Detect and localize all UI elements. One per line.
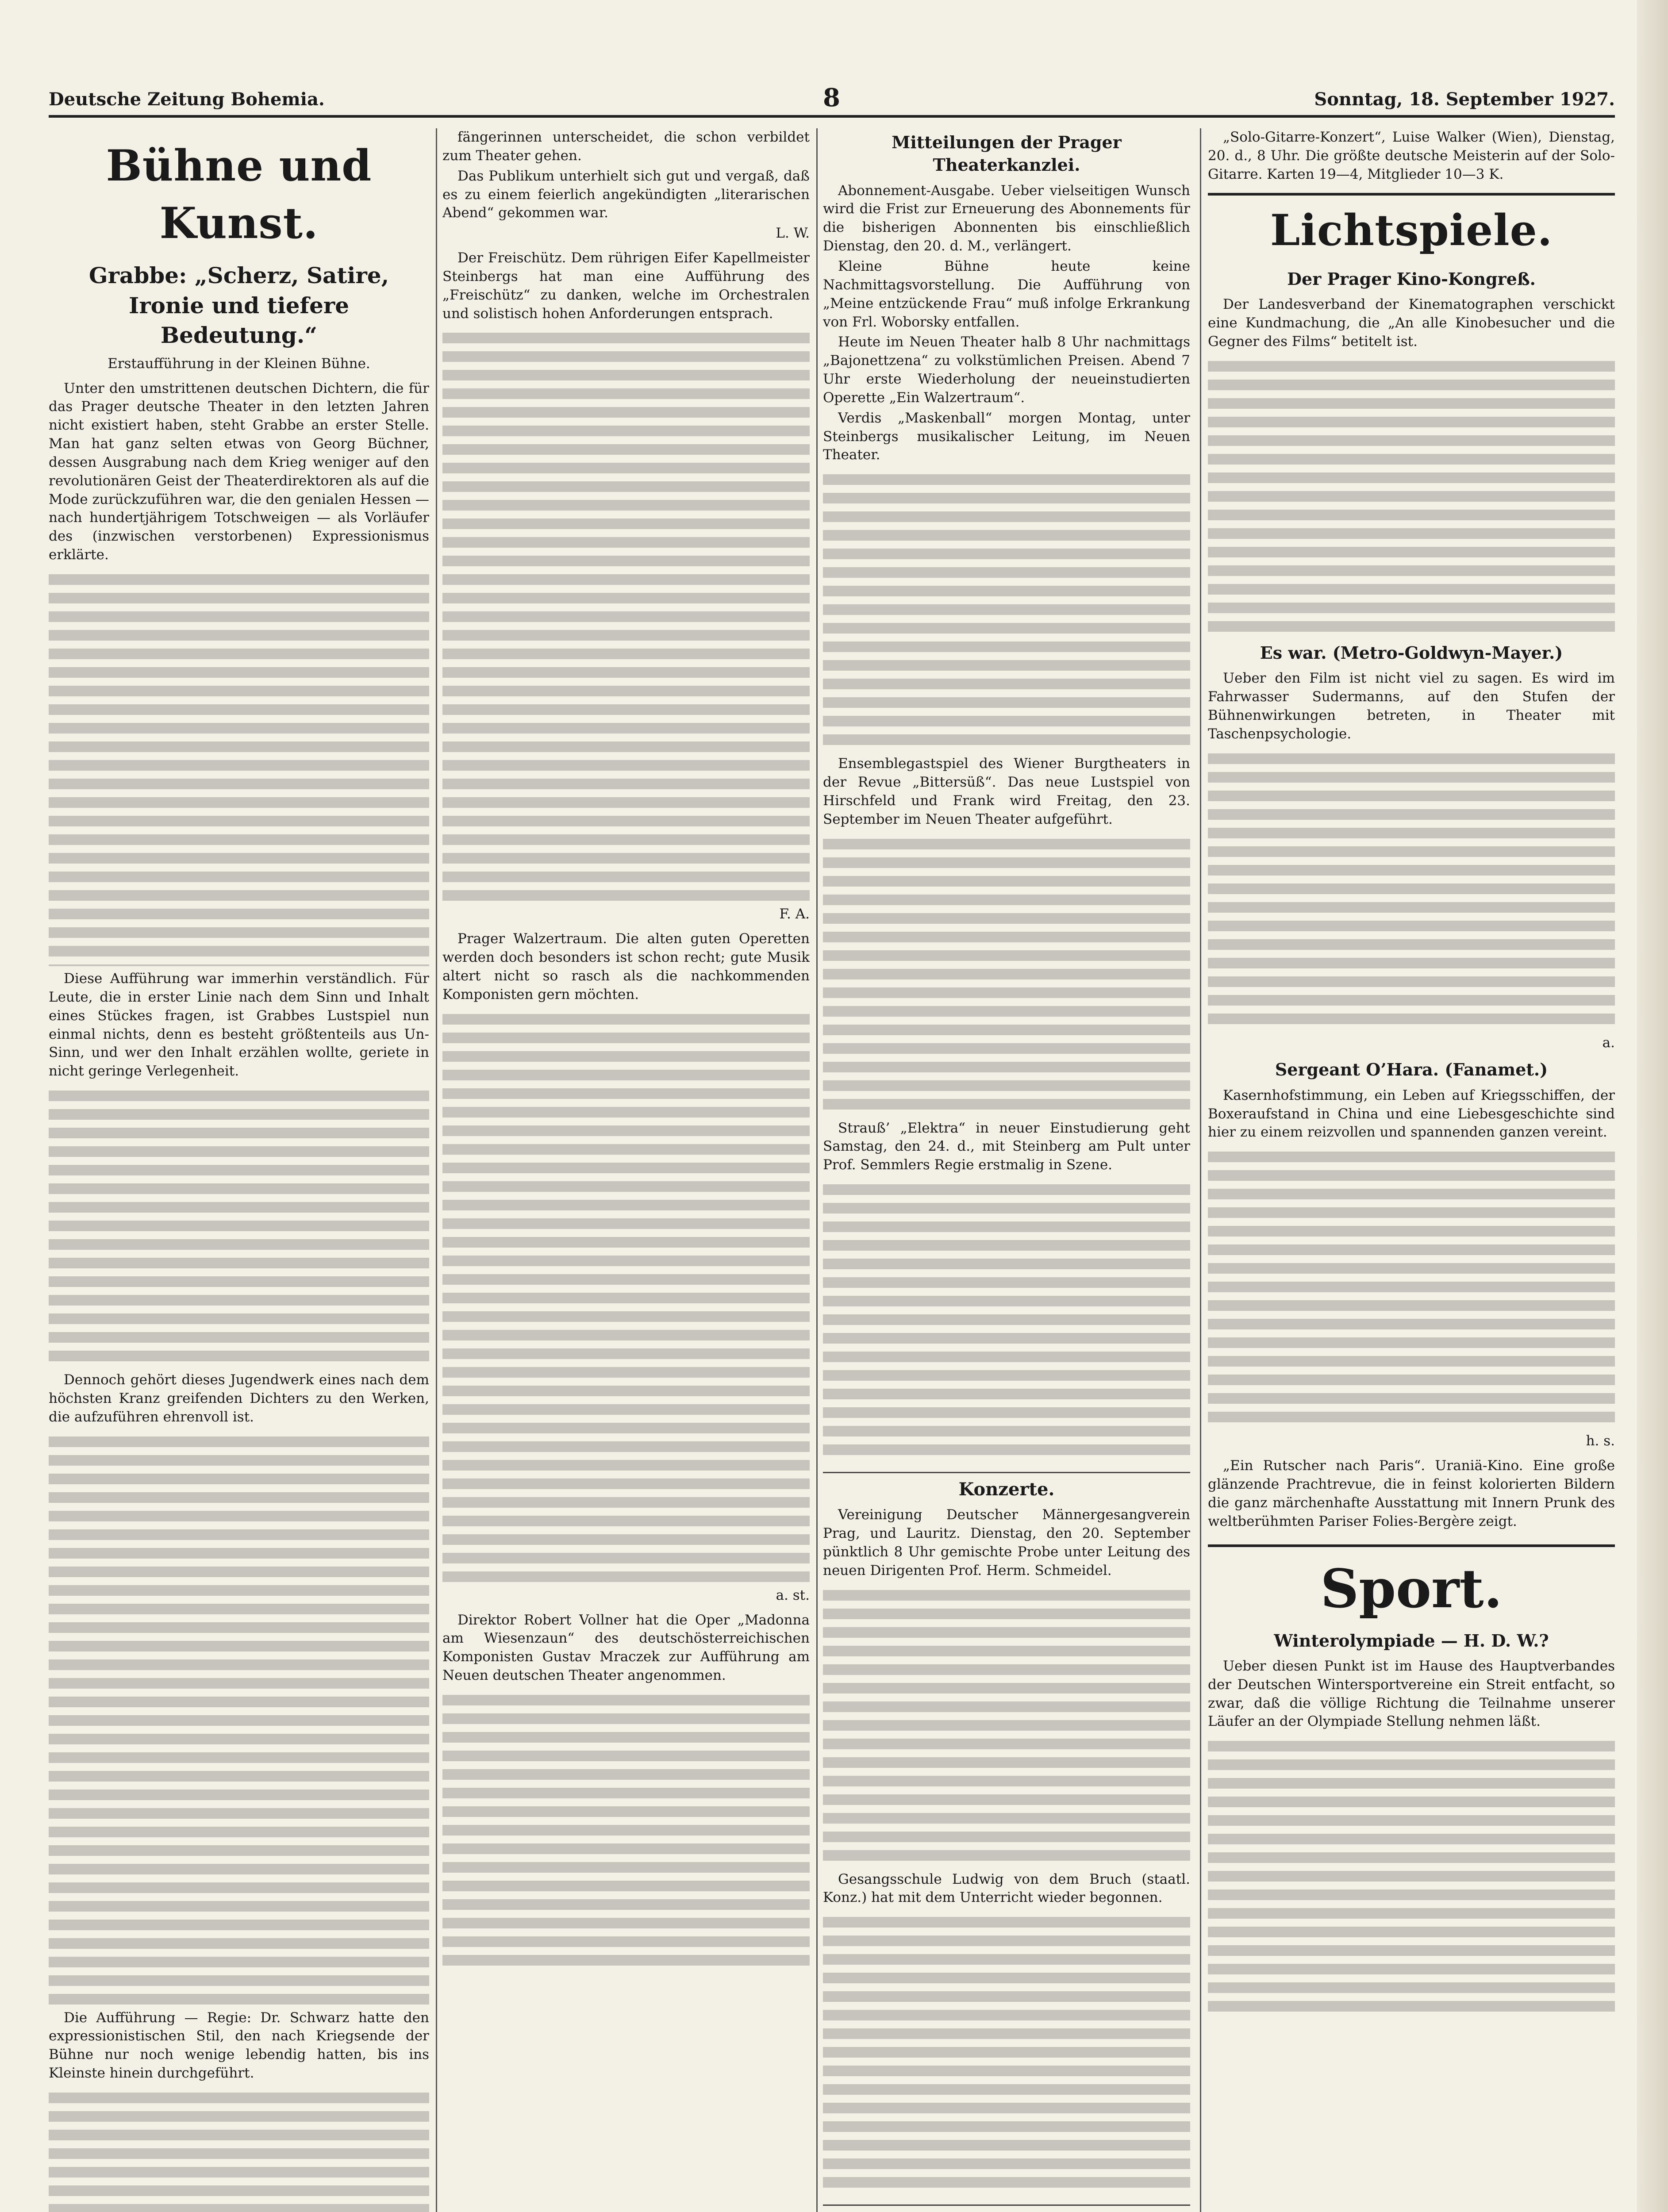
theater-notices-title: Mitteilungen der Prager Theaterkanzlei. — [892, 132, 1122, 175]
text-block — [1208, 747, 1615, 1030]
article-title: Winterolympiade — H. D. W.? — [1274, 1630, 1549, 1651]
film-title: Sergeant O’Hara. (Fanamet.) — [1275, 1060, 1548, 1080]
paragraph: Unter den umstrittenen deutschen Dichtern, die für das Prager deutsche Theater in den letzten Jahren nicht existiert haben, steht Grabbe an erster Stelle. Man hat ganz selten etwas von Georg Büchner, dessen Ausgrabung nach dem Krieg weniger auf den revolutionären Geist der Theaterdirektoren als auf die Mode zurückzuführen war, die den genialen Hessen — nach hundertjährigem Totschweigen — als Vorläufer des (inzwischen verstorbenen) Expressionismus erklärte. — [49, 380, 429, 563]
author-signature: a. — [1602, 1034, 1615, 1051]
text-block — [823, 1911, 1190, 2194]
paragraph: „Ein Rutscher nach Paris“. Uraniä-Kino. Eine große glänzende Prachtrevue, die in feinst kolorierten Bildern die ganz märchenhafte Ausstattung mit Innern Prunk des weltberühmten Pariser Folies-Bergère zeigt. — [1208, 1458, 1615, 1529]
column-rule — [816, 128, 818, 2212]
text-block — [1208, 1145, 1615, 1429]
author-signature: h. s. — [1586, 1433, 1615, 1449]
newspaper-name: Deutsche Zeitung Bohemia. — [49, 89, 325, 110]
paragraph: Die Aufführung — Regie: Dr. Schwarz hatte den expressionistischen Stil, den nach Kriegsende der Bühne nur noch wenige lebendig hatten, bis ins Kleinste hinein durchgeführt. — [49, 2009, 429, 2081]
column-4 — [1208, 128, 1615, 2212]
column-3 — [823, 128, 1190, 2212]
author-signature: F. A. — [779, 906, 810, 922]
paragraph: Verdis „Maskenball“ morgen Montag, unter Steinbergs musikalischer Leitung, im Neuen Theater. — [823, 410, 1190, 463]
text-block — [442, 1689, 810, 1972]
page-header — [49, 84, 1615, 118]
column-rule — [1200, 128, 1201, 2212]
sport-section-title: Sport. — [1208, 1544, 1615, 1625]
paragraph: fängerinnen unterscheidet, die schon verbildet zum Theater gehen. — [442, 129, 810, 164]
column-2 — [442, 128, 810, 2212]
paragraph: Abonnement-Ausgabe. Ueber vielseitigen Wunsch wird die Frist zur Erneuerung des Abonnements für die bisherigen Abonnenten bis einschließlich Dienstag, den 20. d. M., verlängert. — [823, 182, 1190, 254]
text-block — [823, 468, 1190, 751]
film-title: Es war. (Metro-Goldwyn-Mayer.) — [1260, 642, 1563, 663]
paragraph: Strauß’ „Elektra“ in neuer Einstudierung geht Samstag, den 24. d., mit Steinberg am Pult unter Prof. Semmlers Regie erstmalig in Szene. — [823, 1120, 1190, 1173]
concerts-heading: Konzerte. — [823, 1472, 1190, 1502]
article-subtitle: Erstaufführung in der Kleinen Bühne. — [108, 355, 370, 372]
paragraph: Vereinigung Deutscher Männergesangverein Prag, und Lauritz. Dienstag, den 20. September pünktlich 8 Uhr gemischte Probe unter Leitung des neuen Dirigenten Prof. Herm. Schmeidel. — [823, 1507, 1190, 1578]
text-block — [1208, 1735, 1615, 2018]
paragraph: Kasernhofstimmung, ein Leben auf Kriegsschiffen, der Boxeraufstand in China und eine Liebesgeschichte sind hier zu einem reizvollen und spannenden ganzen vereint. — [1208, 1087, 1615, 1141]
text-block — [823, 833, 1190, 1116]
author-signature: a. st. — [776, 1587, 810, 1603]
author-signature: L. W. — [776, 225, 810, 242]
paragraph: Dennoch gehört dieses Jugendwerk eines nach dem höchsten Kranz greifenden Dichters zu den Werken, die aufzuführen ehrenvoll ist. — [49, 1372, 429, 1425]
paragraph: Der Landesverband der Kinematographen verschickt eine Kundmachung, die „An alle Kinobesucher und die Gegner des Films“ betitelt ist. — [1208, 296, 1615, 350]
column-rule — [436, 128, 437, 2212]
text-block — [49, 1084, 429, 1367]
text-block — [823, 1584, 1190, 1867]
page-number: 8 — [823, 83, 840, 112]
page-edge — [1637, 0, 1668, 2212]
article-title: Grabbe: „Scherz, Satire, Ironie und tiefere Bedeutung.“ — [88, 262, 389, 349]
article-title: Der Prager Kino-Kongreß. — [1287, 269, 1536, 289]
paragraph: Direktor Robert Vollner hat die Oper „Madonna am Wiesenzaun“ des deutschösterreichischen Komponisten Gustav Mraczek zur Aufführung am Neuen deutschen Theater angenommen. — [442, 1612, 810, 1684]
paragraph: Gesangsschule Ludwig von dem Bruch (staatl. Konz.) hat mit dem Unterricht wieder begonnen. — [823, 1871, 1190, 1906]
text-block — [49, 2086, 429, 2212]
paragraph: Diese Aufführung war immerhin verständlich. Für Leute, die in erster Linie nach dem Sinn und Inhalt eines Stückes fragen, ist Grabbes Lustspiel nun einmal nichts, denn es besteht größtenteils aus Un-Sinn, und wer den Inhalt erzählen wollte, geriete in nicht geringe Verlegenheit. — [49, 970, 429, 1079]
urania-heading — [823, 2204, 1190, 2212]
paragraph: Kleine Bühne heute keine Nachmittagsvorstellung. Die Aufführung von „Meine entzückende Frau“ muß infolge Erkrankung von Frl. Woborsky entfallen. — [823, 258, 1190, 330]
section-title: Bühne und Kunst. — [106, 141, 372, 248]
section-title: Lichtspiele. — [1208, 193, 1615, 259]
paragraph: Der Freischütz. Dem rührigen Eifer Kapellmeister Steinbergs hat man eine Aufführung des „Freischütz“ zu danken, welche im Orchestralen und solistisch hohen Anforderungen entsprach. — [442, 250, 810, 322]
paragraph: Das Publikum unterhielt sich gut und vergaß, daß es zu einem feierlich angekündigten „literarischen Abend“ gekommen war. — [442, 168, 810, 221]
column-1 — [49, 128, 429, 2212]
text-block — [442, 326, 810, 902]
paragraph: Prager Walzertraum. Die alten guten Operetten werden doch besonders ist schon recht; gute Musik altert nicht so rasch als die nachkommenden Komponisten gern möchten. — [442, 931, 810, 1002]
paragraph: Ensemblegastspiel des Wiener Burgtheaters in der Revue „Bittersüß“. Das neue Lustspiel von Hirschfeld und Frank wird Freitag, den 23. September im Neuen Theater aufgeführt. — [823, 756, 1190, 827]
paragraph: Ueber diesen Punkt ist im Hause des Hauptverbandes der Deutschen Wintersportvereine ein Streit entfacht, so zwar, daß die völlige Richtung die Teilnahme unserer Läufer an der Olympiade Stellung nehmen läßt. — [1208, 1658, 1615, 1730]
paragraph: „Solo-Gitarre-Konzert“, Luise Walker (Wien), Dienstag, 20. d., 8 Uhr. Die größte deutsche Meisterin auf der Solo-Gitarre. Karten 19—4, Mitglieder 10—3 K. — [1208, 129, 1615, 182]
paragraph: Ueber den Film ist nicht viel zu sagen. Es wird im Fahrwasser Sudermanns, auf den Stufen der Bühnenwirkungen betreten, in Theater mit Taschenpsychologie. — [1208, 670, 1615, 742]
text-block — [1208, 355, 1615, 638]
issue-date: Sonntag, 18. September 1927. — [1314, 89, 1615, 110]
text-block — [49, 568, 429, 966]
text-block — [49, 1430, 429, 2005]
text-block — [442, 1008, 810, 1583]
text-block — [823, 1178, 1190, 1461]
paragraph: Heute im Neuen Theater halb 8 Uhr nachmittags „Bajonettzena“ zu volkstümlichen Preisen. Abend 7 Uhr erste Wiederholung der neueinstudierten Operette „Ein Walzertraum“. — [823, 334, 1190, 406]
